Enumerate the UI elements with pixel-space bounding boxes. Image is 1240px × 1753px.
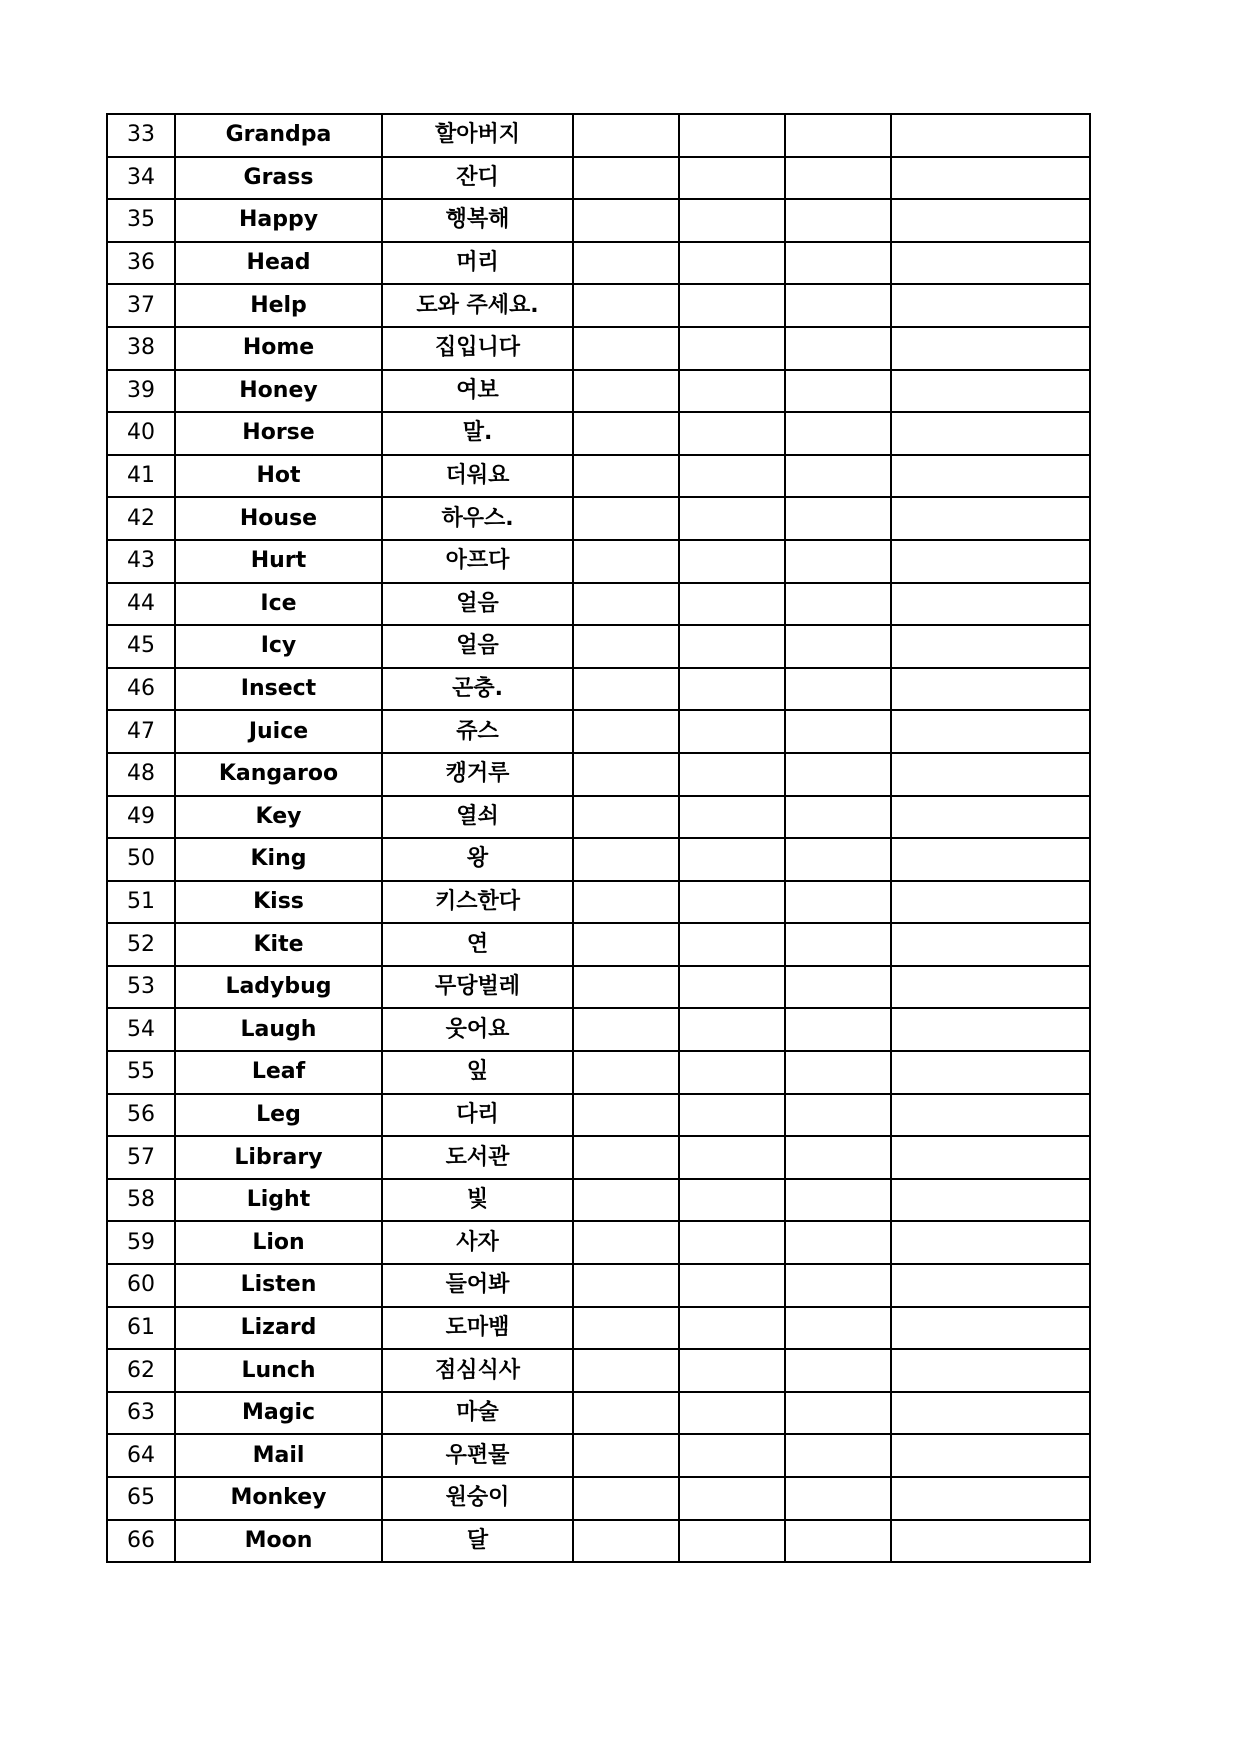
english-word-cell: Moon <box>175 1520 382 1563</box>
blank-practice-cell-1 <box>573 497 679 540</box>
blank-practice-cell-1 <box>573 838 679 881</box>
korean-translation-cell: 잎 <box>382 1051 573 1094</box>
blank-practice-cell-2 <box>679 923 785 966</box>
row-number-cell: 53 <box>107 966 175 1009</box>
english-word-cell: Home <box>175 327 382 370</box>
korean-translation-cell: 들어봐 <box>382 1264 573 1307</box>
korean-translation-cell: 곤충. <box>382 668 573 711</box>
korean-translation-cell: 웃어요 <box>382 1008 573 1051</box>
korean-translation-cell: 여보 <box>382 370 573 413</box>
blank-practice-cell-2 <box>679 157 785 200</box>
blank-practice-cell-1 <box>573 370 679 413</box>
blank-practice-cell-2 <box>679 497 785 540</box>
blank-practice-cell-2 <box>679 1008 785 1051</box>
blank-practice-cell-1 <box>573 1051 679 1094</box>
blank-practice-cell-4 <box>891 157 1090 200</box>
blank-practice-cell-2 <box>679 710 785 753</box>
row-number-cell: 63 <box>107 1392 175 1435</box>
english-word-cell: House <box>175 497 382 540</box>
row-number-cell: 59 <box>107 1221 175 1264</box>
blank-practice-cell-1 <box>573 1392 679 1435</box>
table-row <box>107 114 1090 157</box>
table-row <box>107 497 1090 540</box>
blank-practice-cell-3 <box>785 1136 891 1179</box>
row-number-cell: 65 <box>107 1477 175 1520</box>
table-row <box>107 1094 1090 1137</box>
blank-practice-cell-3 <box>785 1008 891 1051</box>
table-row <box>107 1136 1090 1179</box>
blank-practice-cell-1 <box>573 710 679 753</box>
table-row <box>107 1349 1090 1392</box>
blank-practice-cell-2 <box>679 1051 785 1094</box>
korean-translation-cell: 도서관 <box>382 1136 573 1179</box>
table-row <box>107 242 1090 285</box>
blank-practice-cell-4 <box>891 1349 1090 1392</box>
row-number-cell: 57 <box>107 1136 175 1179</box>
row-number-cell: 38 <box>107 327 175 370</box>
english-word-cell: Light <box>175 1179 382 1222</box>
english-word-cell: Magic <box>175 1392 382 1435</box>
korean-translation-cell: 달 <box>382 1520 573 1563</box>
blank-practice-cell-3 <box>785 199 891 242</box>
table-row <box>107 540 1090 583</box>
korean-translation-cell: 다리 <box>382 1094 573 1137</box>
korean-translation-cell: 빛 <box>382 1179 573 1222</box>
table-row <box>107 1307 1090 1350</box>
blank-practice-cell-4 <box>891 668 1090 711</box>
table-row <box>107 583 1090 626</box>
row-number-cell: 39 <box>107 370 175 413</box>
blank-practice-cell-1 <box>573 1264 679 1307</box>
blank-practice-cell-2 <box>679 1221 785 1264</box>
blank-practice-cell-1 <box>573 199 679 242</box>
blank-practice-cell-1 <box>573 1136 679 1179</box>
blank-practice-cell-1 <box>573 157 679 200</box>
row-number-cell: 44 <box>107 583 175 626</box>
blank-practice-cell-3 <box>785 412 891 455</box>
blank-practice-cell-2 <box>679 753 785 796</box>
vocabulary-table <box>106 113 1091 1563</box>
korean-translation-cell: 쥬스 <box>382 710 573 753</box>
row-number-cell: 52 <box>107 923 175 966</box>
row-number-cell: 60 <box>107 1264 175 1307</box>
table-row <box>107 1264 1090 1307</box>
blank-practice-cell-3 <box>785 370 891 413</box>
korean-translation-cell: 무당벌레 <box>382 966 573 1009</box>
blank-practice-cell-4 <box>891 753 1090 796</box>
table-row <box>107 284 1090 327</box>
blank-practice-cell-4 <box>891 327 1090 370</box>
row-number-cell: 61 <box>107 1307 175 1350</box>
blank-practice-cell-4 <box>891 1094 1090 1137</box>
korean-translation-cell: 잔디 <box>382 157 573 200</box>
english-word-cell: Grandpa <box>175 114 382 157</box>
blank-practice-cell-3 <box>785 1179 891 1222</box>
english-word-cell: Mail <box>175 1434 382 1477</box>
english-word-cell: Lion <box>175 1221 382 1264</box>
blank-practice-cell-3 <box>785 327 891 370</box>
blank-practice-cell-4 <box>891 1520 1090 1563</box>
row-number-cell: 35 <box>107 199 175 242</box>
blank-practice-cell-4 <box>891 1392 1090 1435</box>
english-word-cell: Leaf <box>175 1051 382 1094</box>
blank-practice-cell-2 <box>679 1520 785 1563</box>
table-row <box>107 455 1090 498</box>
table-row <box>107 710 1090 753</box>
blank-practice-cell-3 <box>785 284 891 327</box>
blank-practice-cell-2 <box>679 455 785 498</box>
table-row <box>107 370 1090 413</box>
english-word-cell: Horse <box>175 412 382 455</box>
blank-practice-cell-1 <box>573 1349 679 1392</box>
row-number-cell: 45 <box>107 625 175 668</box>
korean-translation-cell: 머리 <box>382 242 573 285</box>
english-word-cell: Leg <box>175 1094 382 1137</box>
blank-practice-cell-2 <box>679 1434 785 1477</box>
blank-practice-cell-1 <box>573 796 679 839</box>
english-word-cell: Listen <box>175 1264 382 1307</box>
blank-practice-cell-4 <box>891 966 1090 1009</box>
table-row <box>107 753 1090 796</box>
blank-practice-cell-1 <box>573 114 679 157</box>
blank-practice-cell-2 <box>679 1392 785 1435</box>
blank-practice-cell-1 <box>573 966 679 1009</box>
blank-practice-cell-2 <box>679 625 785 668</box>
blank-practice-cell-1 <box>573 753 679 796</box>
table-row <box>107 923 1090 966</box>
blank-practice-cell-2 <box>679 1349 785 1392</box>
english-word-cell: Juice <box>175 710 382 753</box>
blank-practice-cell-2 <box>679 1136 785 1179</box>
blank-practice-cell-3 <box>785 497 891 540</box>
row-number-cell: 33 <box>107 114 175 157</box>
blank-practice-cell-2 <box>679 199 785 242</box>
korean-translation-cell: 우편물 <box>382 1434 573 1477</box>
blank-practice-cell-3 <box>785 668 891 711</box>
blank-practice-cell-3 <box>785 455 891 498</box>
row-number-cell: 66 <box>107 1520 175 1563</box>
blank-practice-cell-2 <box>679 966 785 1009</box>
english-word-cell: Help <box>175 284 382 327</box>
korean-translation-cell: 말. <box>382 412 573 455</box>
blank-practice-cell-1 <box>573 923 679 966</box>
english-word-cell: Head <box>175 242 382 285</box>
korean-translation-cell: 얼음 <box>382 625 573 668</box>
blank-practice-cell-4 <box>891 1136 1090 1179</box>
korean-translation-cell: 행복해 <box>382 199 573 242</box>
english-word-cell: Key <box>175 796 382 839</box>
blank-practice-cell-3 <box>785 1094 891 1137</box>
blank-practice-cell-4 <box>891 1477 1090 1520</box>
blank-practice-cell-1 <box>573 668 679 711</box>
blank-practice-cell-1 <box>573 1008 679 1051</box>
blank-practice-cell-2 <box>679 540 785 583</box>
table-row <box>107 881 1090 924</box>
blank-practice-cell-1 <box>573 540 679 583</box>
blank-practice-cell-3 <box>785 1307 891 1350</box>
blank-practice-cell-4 <box>891 540 1090 583</box>
blank-practice-cell-3 <box>785 540 891 583</box>
blank-practice-cell-2 <box>679 114 785 157</box>
blank-practice-cell-1 <box>573 412 679 455</box>
blank-practice-cell-3 <box>785 1434 891 1477</box>
blank-practice-cell-2 <box>679 583 785 626</box>
blank-practice-cell-4 <box>891 412 1090 455</box>
row-number-cell: 49 <box>107 796 175 839</box>
english-word-cell: Kiss <box>175 881 382 924</box>
blank-practice-cell-4 <box>891 710 1090 753</box>
english-word-cell: Honey <box>175 370 382 413</box>
korean-translation-cell: 점심식사 <box>382 1349 573 1392</box>
table-row <box>107 1520 1090 1563</box>
blank-practice-cell-3 <box>785 583 891 626</box>
row-number-cell: 64 <box>107 1434 175 1477</box>
blank-practice-cell-4 <box>891 455 1090 498</box>
blank-practice-cell-3 <box>785 1349 891 1392</box>
row-number-cell: 51 <box>107 881 175 924</box>
row-number-cell: 43 <box>107 540 175 583</box>
row-number-cell: 54 <box>107 1008 175 1051</box>
korean-translation-cell: 도와 주세요. <box>382 284 573 327</box>
korean-translation-cell: 더워요 <box>382 455 573 498</box>
korean-translation-cell: 아프다 <box>382 540 573 583</box>
blank-practice-cell-3 <box>785 1477 891 1520</box>
row-number-cell: 50 <box>107 838 175 881</box>
table-row <box>107 412 1090 455</box>
row-number-cell: 37 <box>107 284 175 327</box>
blank-practice-cell-3 <box>785 1264 891 1307</box>
blank-practice-cell-4 <box>891 497 1090 540</box>
blank-practice-cell-3 <box>785 114 891 157</box>
blank-practice-cell-4 <box>891 1264 1090 1307</box>
blank-practice-cell-1 <box>573 1179 679 1222</box>
blank-practice-cell-3 <box>785 157 891 200</box>
korean-translation-cell: 사자 <box>382 1221 573 1264</box>
table-row <box>107 1179 1090 1222</box>
korean-translation-cell: 키스한다 <box>382 881 573 924</box>
blank-practice-cell-1 <box>573 1477 679 1520</box>
blank-practice-cell-1 <box>573 327 679 370</box>
english-word-cell: Icy <box>175 625 382 668</box>
blank-practice-cell-4 <box>891 370 1090 413</box>
row-number-cell: 36 <box>107 242 175 285</box>
korean-translation-cell: 하우스. <box>382 497 573 540</box>
table-row <box>107 157 1090 200</box>
blank-practice-cell-4 <box>891 1221 1090 1264</box>
table-row <box>107 796 1090 839</box>
blank-practice-cell-4 <box>891 1307 1090 1350</box>
blank-practice-cell-2 <box>679 1094 785 1137</box>
korean-translation-cell: 열쇠 <box>382 796 573 839</box>
blank-practice-cell-4 <box>891 838 1090 881</box>
blank-practice-cell-1 <box>573 1520 679 1563</box>
blank-practice-cell-4 <box>891 242 1090 285</box>
english-word-cell: Ice <box>175 583 382 626</box>
korean-translation-cell: 원숭이 <box>382 1477 573 1520</box>
english-word-cell: Insect <box>175 668 382 711</box>
blank-practice-cell-4 <box>891 199 1090 242</box>
english-word-cell: Ladybug <box>175 966 382 1009</box>
blank-practice-cell-2 <box>679 284 785 327</box>
row-number-cell: 55 <box>107 1051 175 1094</box>
english-word-cell: Grass <box>175 157 382 200</box>
row-number-cell: 56 <box>107 1094 175 1137</box>
english-word-cell: Hurt <box>175 540 382 583</box>
blank-practice-cell-4 <box>891 1008 1090 1051</box>
row-number-cell: 46 <box>107 668 175 711</box>
blank-practice-cell-2 <box>679 796 785 839</box>
blank-practice-cell-1 <box>573 881 679 924</box>
blank-practice-cell-3 <box>785 923 891 966</box>
table-row <box>107 1392 1090 1435</box>
blank-practice-cell-3 <box>785 796 891 839</box>
english-word-cell: Monkey <box>175 1477 382 1520</box>
blank-practice-cell-1 <box>573 1221 679 1264</box>
english-word-cell: Lizard <box>175 1307 382 1350</box>
table-row <box>107 1008 1090 1051</box>
korean-translation-cell: 연 <box>382 923 573 966</box>
row-number-cell: 47 <box>107 710 175 753</box>
blank-practice-cell-1 <box>573 242 679 285</box>
row-number-cell: 42 <box>107 497 175 540</box>
blank-practice-cell-3 <box>785 1520 891 1563</box>
blank-practice-cell-1 <box>573 625 679 668</box>
blank-practice-cell-3 <box>785 838 891 881</box>
blank-practice-cell-4 <box>891 583 1090 626</box>
korean-translation-cell: 마술 <box>382 1392 573 1435</box>
blank-practice-cell-2 <box>679 1264 785 1307</box>
vocabulary-table-body <box>107 114 1090 1562</box>
blank-practice-cell-2 <box>679 1477 785 1520</box>
korean-translation-cell: 얼음 <box>382 583 573 626</box>
row-number-cell: 62 <box>107 1349 175 1392</box>
table-row <box>107 1051 1090 1094</box>
blank-practice-cell-2 <box>679 412 785 455</box>
english-word-cell: Library <box>175 1136 382 1179</box>
korean-translation-cell: 왕 <box>382 838 573 881</box>
korean-translation-cell: 집입니다 <box>382 327 573 370</box>
blank-practice-cell-3 <box>785 1051 891 1094</box>
table-row <box>107 1221 1090 1264</box>
blank-practice-cell-1 <box>573 583 679 626</box>
blank-practice-cell-4 <box>891 1434 1090 1477</box>
blank-practice-cell-3 <box>785 625 891 668</box>
blank-practice-cell-2 <box>679 838 785 881</box>
blank-practice-cell-2 <box>679 370 785 413</box>
row-number-cell: 40 <box>107 412 175 455</box>
blank-practice-cell-2 <box>679 242 785 285</box>
blank-practice-cell-2 <box>679 1179 785 1222</box>
english-word-cell: Lunch <box>175 1349 382 1392</box>
blank-practice-cell-3 <box>785 966 891 1009</box>
blank-practice-cell-3 <box>785 753 891 796</box>
table-row <box>107 1434 1090 1477</box>
english-word-cell: Kangaroo <box>175 753 382 796</box>
blank-practice-cell-4 <box>891 284 1090 327</box>
korean-translation-cell: 할아버지 <box>382 114 573 157</box>
blank-practice-cell-1 <box>573 1094 679 1137</box>
blank-practice-cell-3 <box>785 881 891 924</box>
english-word-cell: Hot <box>175 455 382 498</box>
blank-practice-cell-2 <box>679 668 785 711</box>
blank-practice-cell-4 <box>891 625 1090 668</box>
table-row <box>107 625 1090 668</box>
table-row <box>107 668 1090 711</box>
blank-practice-cell-4 <box>891 1051 1090 1094</box>
table-row <box>107 1477 1090 1520</box>
row-number-cell: 34 <box>107 157 175 200</box>
blank-practice-cell-4 <box>891 114 1090 157</box>
blank-practice-cell-4 <box>891 923 1090 966</box>
blank-practice-cell-1 <box>573 1434 679 1477</box>
blank-practice-cell-1 <box>573 455 679 498</box>
korean-translation-cell: 도마뱀 <box>382 1307 573 1350</box>
blank-practice-cell-1 <box>573 284 679 327</box>
korean-translation-cell: 캥거루 <box>382 753 573 796</box>
blank-practice-cell-3 <box>785 1392 891 1435</box>
blank-practice-cell-2 <box>679 1307 785 1350</box>
row-number-cell: 41 <box>107 455 175 498</box>
blank-practice-cell-4 <box>891 796 1090 839</box>
blank-practice-cell-2 <box>679 327 785 370</box>
english-word-cell: Happy <box>175 199 382 242</box>
blank-practice-cell-4 <box>891 881 1090 924</box>
blank-practice-cell-4 <box>891 1179 1090 1222</box>
table-row <box>107 838 1090 881</box>
english-word-cell: King <box>175 838 382 881</box>
blank-practice-cell-2 <box>679 881 785 924</box>
table-row <box>107 327 1090 370</box>
english-word-cell: Laugh <box>175 1008 382 1051</box>
table-row <box>107 199 1090 242</box>
table-row <box>107 966 1090 1009</box>
blank-practice-cell-1 <box>573 1307 679 1350</box>
row-number-cell: 58 <box>107 1179 175 1222</box>
row-number-cell: 48 <box>107 753 175 796</box>
english-word-cell: Kite <box>175 923 382 966</box>
blank-practice-cell-3 <box>785 242 891 285</box>
blank-practice-cell-3 <box>785 710 891 753</box>
blank-practice-cell-3 <box>785 1221 891 1264</box>
